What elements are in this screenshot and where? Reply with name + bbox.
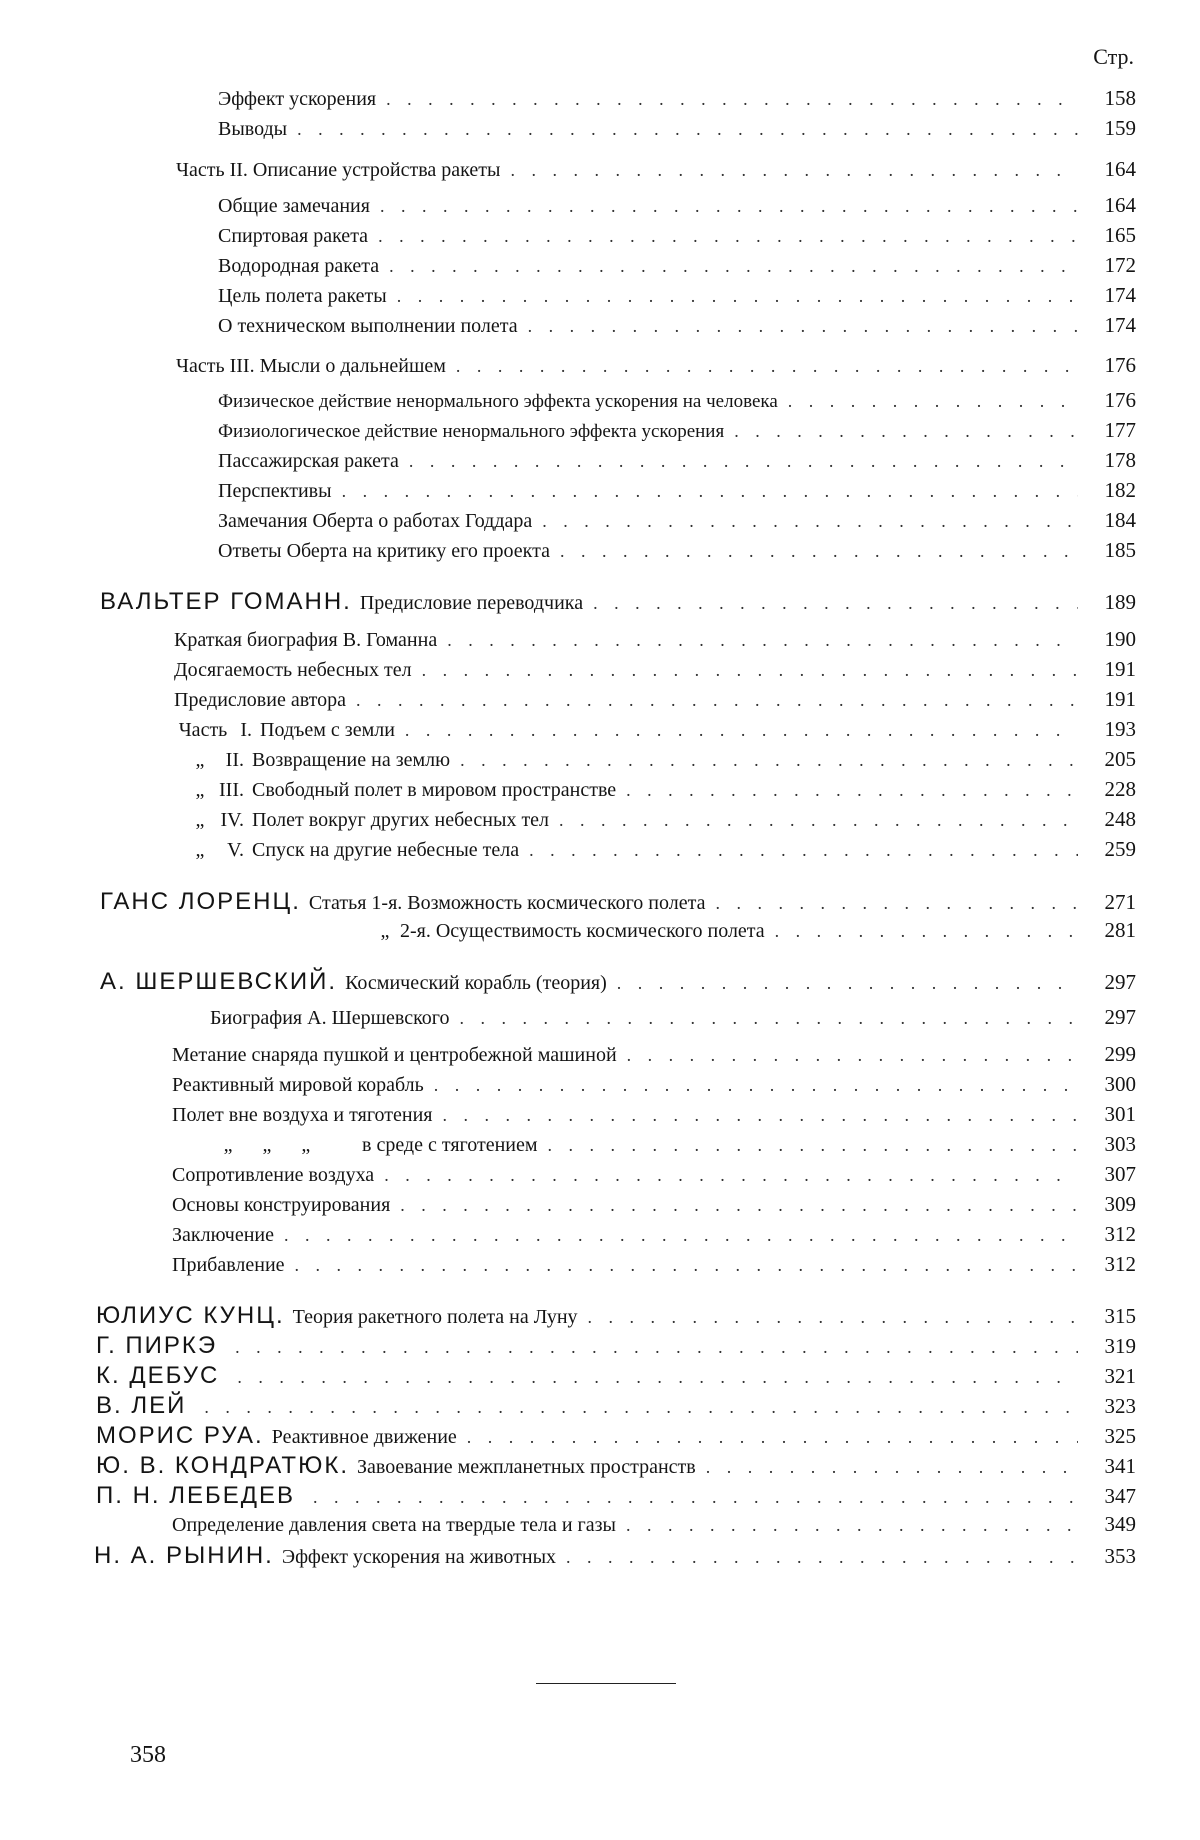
dot-leader [560, 541, 1078, 562]
dot-leader [397, 286, 1078, 307]
ditto-mark: „ [195, 749, 205, 771]
toc-entry-title [218, 118, 287, 141]
entry-page-number: 325 [1104, 1424, 1136, 1448]
toc-entry-title [172, 1164, 374, 1187]
toc-entry [96, 1362, 1136, 1392]
toc-entry-title [96, 1452, 696, 1480]
entry-text: Перспективы [218, 480, 332, 502]
entry-page-number: 309 [1104, 1192, 1136, 1216]
toc-entry-title [174, 629, 437, 652]
entry-page-number: 176 [1104, 353, 1136, 377]
toc-entry-title [100, 968, 607, 996]
entry-page-number: 353 [1104, 1544, 1136, 1568]
toc-entry [96, 1332, 1136, 1362]
dot-leader [442, 1105, 1078, 1126]
dot-leader [775, 921, 1078, 942]
dot-leader [456, 356, 1078, 377]
author-name: Г. ПИРКЭ [96, 1332, 218, 1359]
dot-leader [378, 226, 1078, 247]
toc-entry-title [370, 920, 765, 943]
entry-text: Сопротивление воздуха [172, 1164, 375, 1186]
entry-page-number: 228 [1104, 777, 1136, 801]
entry-page-number: 164 [1104, 157, 1136, 181]
entry-text: Досягаемость небесных тел [174, 659, 412, 681]
toc-entry [172, 1162, 1136, 1192]
entry-text: Выводы [218, 118, 288, 140]
entry-text: Физиологическое действие ненормального эффекта ускорения [218, 421, 725, 442]
entry-text: Завоевание межпланетных пространств [356, 1456, 696, 1478]
author-name: МОРИС РУА. [96, 1422, 264, 1449]
entry-text: О техническом выполнении полета [218, 315, 518, 337]
entry-text: Возвращение на землю [252, 749, 451, 771]
ditto-mark: „ [195, 839, 205, 861]
entry-text: Метание снаряда пушкой и центробежной машиной [172, 1044, 617, 1066]
toc-entry-title [218, 510, 532, 533]
dot-leader [460, 750, 1078, 771]
toc-entry-title [218, 421, 724, 443]
entry-page-number: 205 [1104, 747, 1136, 771]
dot-leader [235, 1337, 1078, 1358]
ditto-mark: „ [195, 779, 205, 801]
entry-page-number: 299 [1104, 1042, 1136, 1066]
dot-leader [284, 1225, 1078, 1246]
toc-entry [172, 1252, 1136, 1282]
dot-leader [356, 690, 1078, 711]
entry-page-number: 190 [1104, 627, 1136, 651]
dot-leader [400, 1195, 1078, 1216]
toc-entry-title [190, 809, 549, 832]
toc-entry [218, 193, 1136, 223]
toc-entry-title [218, 391, 778, 413]
toc-entry-title [96, 1422, 457, 1450]
entry-text: Статья 1-я. Возможность космического полета [308, 892, 706, 914]
end-rule [536, 1683, 676, 1684]
toc-entry-title [218, 88, 376, 111]
toc-entry [172, 1102, 1136, 1132]
toc-entry [190, 837, 1136, 867]
entry-text: Космический корабль (теория) [345, 972, 607, 994]
toc-entry [218, 478, 1136, 508]
entry-page-number: 315 [1104, 1304, 1136, 1328]
author-name: Ю. В. КОНДРАТЮК. [96, 1452, 349, 1479]
dot-leader [384, 1165, 1078, 1186]
entry-text: Эффект ускорения [218, 88, 377, 110]
dot-leader [593, 593, 1078, 614]
entry-text: в среде с тяготением [362, 1134, 538, 1156]
entry-text: Часть III. Мысли о дальнейшем [176, 355, 446, 377]
toc-entry-title [174, 689, 346, 712]
entry-page-number: 323 [1104, 1394, 1136, 1418]
toc-entry [172, 1072, 1136, 1102]
dot-leader [467, 1427, 1078, 1448]
ditto-mark: „ [195, 809, 205, 831]
entry-text: Определение давления света на твердые тела и газы [172, 1514, 616, 1536]
toc-entry [218, 448, 1136, 478]
entry-page-number: 297 [1104, 970, 1136, 994]
entry-text: Основы конструирования [172, 1194, 391, 1216]
part-numeral: II. [225, 749, 244, 771]
toc-entry [174, 657, 1136, 687]
author-name: П. Н. ЛЕБЕДЕВ [96, 1482, 296, 1509]
entry-page-number: 178 [1104, 448, 1136, 472]
entry-page-number: 281 [1104, 918, 1136, 942]
dot-leader [405, 720, 1078, 741]
entry-text: Цель полета ракеты [218, 285, 387, 307]
entry-page-number: 182 [1104, 478, 1136, 502]
toc-entry-title [176, 355, 446, 378]
entry-text: Полет вне воздуха и тяготения [172, 1104, 433, 1126]
entry-text: Краткая биография В. Гоманна [174, 629, 438, 651]
dot-leader [528, 316, 1078, 337]
entry-page-number: 312 [1104, 1222, 1136, 1246]
entry-text: Физическое действие ненормального эффекта ускорения на человека [218, 391, 778, 412]
toc-entry [218, 86, 1136, 116]
entry-text: Свободный полет в мировом пространстве [252, 779, 617, 801]
dot-leader [588, 1307, 1078, 1328]
author-name: К. ДЕБУС [96, 1362, 220, 1389]
dot-leader [447, 630, 1078, 651]
toc-entry-title [176, 159, 500, 182]
dot-leader [617, 973, 1078, 994]
toc-entry-title [172, 1514, 616, 1537]
toc-entry [176, 353, 1136, 383]
toc-entry [218, 508, 1136, 538]
toc-entry [96, 1482, 1136, 1512]
dot-leader [788, 391, 1078, 412]
dot-leader [297, 119, 1078, 140]
toc-entry-title [210, 1007, 450, 1030]
entry-page-number: 189 [1104, 590, 1136, 614]
dot-leader [510, 160, 1078, 181]
entry-page-number: 341 [1104, 1454, 1136, 1478]
entry-text: Часть II. Описание устройства ракеты [176, 159, 501, 181]
toc-entry-title [172, 1104, 432, 1127]
toc-entry [94, 1542, 1136, 1572]
entry-text: Заключение [172, 1224, 274, 1246]
toc-entry-title [96, 1332, 225, 1360]
entry-text: Общие замечания [218, 195, 370, 217]
entry-page-number: 312 [1104, 1252, 1136, 1276]
dot-leader [542, 511, 1078, 532]
toc-entry [210, 1005, 1136, 1035]
toc-entry-title [190, 839, 519, 862]
entry-page-number: 159 [1104, 116, 1136, 140]
entry-page-number: 307 [1104, 1162, 1136, 1186]
toc-entry [218, 223, 1136, 253]
toc-entry [218, 418, 1136, 448]
dot-leader [715, 893, 1078, 914]
dot-leader [706, 1457, 1078, 1478]
toc-entry-title [190, 749, 450, 772]
dot-leader [237, 1367, 1078, 1388]
toc-entry [174, 717, 1136, 747]
entry-page-number: 176 [1104, 388, 1136, 412]
toc-entry [176, 157, 1136, 187]
toc-entry [218, 253, 1136, 283]
entry-text: Замечания Оберта о работах Годдара [218, 510, 533, 532]
entry-page-number: 303 [1104, 1132, 1136, 1156]
dot-leader [734, 421, 1078, 442]
dot-leader [386, 89, 1078, 110]
entry-page-number: 321 [1104, 1364, 1136, 1388]
toc-entry [172, 1192, 1136, 1222]
toc-entry-title [218, 195, 370, 218]
toc-entry-title [190, 779, 616, 802]
entry-text: Теория ракетного полета на Луну [292, 1306, 578, 1328]
dot-leader [627, 1045, 1078, 1066]
page-number: 358 [130, 1742, 166, 1768]
dot-leader [566, 1547, 1078, 1568]
toc-entry-title [174, 719, 395, 742]
entry-page-number: 185 [1104, 538, 1136, 562]
toc-entry-title [172, 1194, 390, 1217]
entry-text: Предисловие переводчика [359, 592, 584, 614]
toc-entry-title [172, 1044, 617, 1067]
dot-leader [409, 451, 1078, 472]
author-name: Н. А. РЫНИН. [94, 1542, 274, 1569]
ditto-mark: Часть [178, 719, 228, 741]
toc-entry-title [172, 1134, 538, 1157]
toc-entry-title [218, 450, 399, 473]
entry-text: Полет вокруг других небесных тел [252, 809, 550, 831]
toc-entry [218, 283, 1136, 313]
toc-entry-title [218, 480, 332, 503]
toc-entry [96, 1422, 1136, 1452]
author-name: А. ШЕРШЕВСКИЙ. [100, 968, 338, 995]
toc-entry [96, 1392, 1136, 1422]
entry-text: Реактивное движение [271, 1426, 457, 1448]
entry-page-number: 191 [1104, 687, 1136, 711]
dot-leader [626, 1515, 1078, 1536]
toc-entry [218, 538, 1136, 568]
dot-leader [380, 196, 1078, 217]
toc-entry-title [172, 1224, 274, 1247]
toc-entry-title [96, 1362, 227, 1390]
toc-entry [100, 968, 1136, 998]
dot-leader [559, 810, 1078, 831]
part-numeral: IV. [220, 809, 244, 831]
dot-leader [434, 1075, 1078, 1096]
entry-page-number: 319 [1104, 1334, 1136, 1358]
toc-entry [370, 918, 1136, 948]
toc-entry-title [96, 1302, 578, 1330]
toc-entry-title [94, 1542, 556, 1570]
entry-page-number: 248 [1104, 807, 1136, 831]
ditto-mark: „ „ „ [223, 1134, 311, 1156]
entry-page-number: 158 [1104, 86, 1136, 110]
part-numeral: V. [227, 839, 244, 861]
page-column-header: Стр. [1093, 44, 1134, 69]
entry-text: Биография А. Шершевского [210, 1007, 450, 1029]
toc-entry-title [172, 1074, 424, 1097]
author-name: ЮЛИУС КУНЦ. [96, 1302, 285, 1329]
toc-entry-title [218, 540, 550, 563]
toc-entry [190, 807, 1136, 837]
entry-page-number: 172 [1104, 253, 1136, 277]
entry-page-number: 347 [1104, 1484, 1136, 1508]
toc-entry [174, 627, 1136, 657]
dot-leader [389, 256, 1078, 277]
toc-entry [174, 687, 1136, 717]
entry-text: Предисловие автора [174, 689, 346, 711]
entry-page-number: 259 [1104, 837, 1136, 861]
entry-text: Пассажирская ракета [218, 450, 399, 472]
toc-entry [96, 1302, 1136, 1332]
toc-entry-title [172, 1254, 285, 1277]
entry-text: Ответы Оберта на критику его проекта [218, 540, 550, 562]
toc-entry [172, 1132, 1136, 1162]
entry-text: Прибавление [172, 1254, 285, 1276]
dot-leader [313, 1487, 1078, 1508]
entry-page-number: 164 [1104, 193, 1136, 217]
dot-leader [342, 481, 1078, 502]
author-name: ГАНС ЛОРЕНЦ. [100, 888, 301, 915]
entry-page-number: 300 [1104, 1072, 1136, 1096]
entry-text: Спуск на другие небесные тела [252, 839, 520, 861]
dot-leader [422, 660, 1078, 681]
toc-entry [190, 777, 1136, 807]
entry-page-number: 184 [1104, 508, 1136, 532]
toc-entry-title [174, 659, 412, 682]
dot-leader [204, 1397, 1078, 1418]
dot-leader [460, 1008, 1078, 1029]
toc-entry [218, 388, 1136, 418]
entry-page-number: 297 [1104, 1005, 1136, 1029]
entry-page-number: 174 [1104, 313, 1136, 337]
part-numeral: III. [219, 779, 244, 801]
toc-entry-title [218, 225, 368, 248]
entry-text: Эффект ускорения на животных [281, 1546, 557, 1568]
ditto-mark: „ [380, 920, 390, 942]
dot-leader [548, 1135, 1078, 1156]
toc-entry [172, 1222, 1136, 1252]
toc-entry-title [218, 255, 379, 278]
part-numeral: I. [240, 719, 252, 741]
toc-entry-title [100, 588, 583, 616]
entry-text: Водородная ракета [218, 255, 380, 277]
entry-page-number: 191 [1104, 657, 1136, 681]
dot-leader [529, 840, 1078, 861]
toc-entry [100, 888, 1136, 918]
entry-page-number: 165 [1104, 223, 1136, 247]
toc-entry [100, 588, 1136, 618]
toc-entry [172, 1512, 1136, 1542]
entry-page-number: 177 [1104, 418, 1136, 442]
dot-leader [295, 1255, 1078, 1276]
entry-text: Подъем с земли [260, 719, 395, 741]
author-name: В. ЛЕЙ [96, 1392, 187, 1419]
entry-page-number: 349 [1104, 1512, 1136, 1536]
toc-entry [96, 1452, 1136, 1482]
toc-entry-title [96, 1392, 194, 1420]
toc-entry-title [218, 285, 387, 308]
entry-page-number: 193 [1104, 717, 1136, 741]
toc-entry-title [100, 888, 705, 916]
toc-entry [172, 1042, 1136, 1072]
toc-entry [218, 116, 1136, 146]
toc-entry-title [96, 1482, 303, 1510]
toc-entry [218, 313, 1136, 343]
entry-page-number: 271 [1104, 890, 1136, 914]
entry-page-number: 301 [1104, 1102, 1136, 1126]
toc-entry [190, 747, 1136, 777]
entry-text: Реактивный мировой корабль [172, 1074, 424, 1096]
entry-text: Спиртовая ракета [218, 225, 369, 247]
dot-leader [626, 780, 1078, 801]
entry-page-number: 174 [1104, 283, 1136, 307]
entry-text: 2-я. Осуществимость космического полета [400, 920, 765, 942]
toc-entry-title [218, 315, 518, 338]
author-name: ВАЛЬТЕР ГОМАНН. [100, 588, 352, 615]
